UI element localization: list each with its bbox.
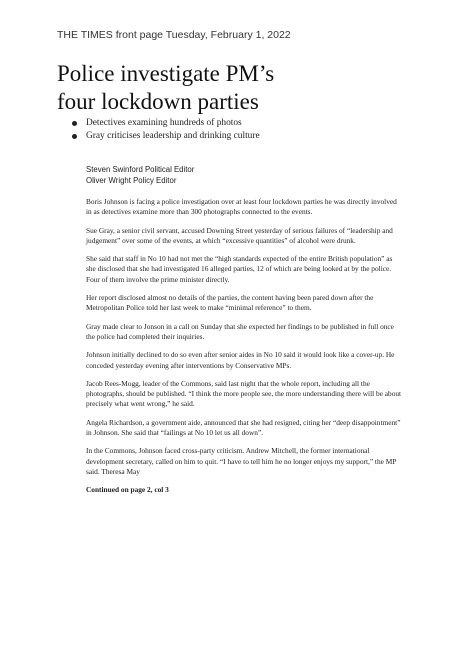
headline-line-1: Police investigate PM’s: [57, 61, 275, 86]
bullet-text: Detectives examining hundreds of photos: [86, 118, 242, 128]
headline: [57, 60, 417, 116]
bullet-text: Gray criticises leadership and drinking culture: [86, 131, 260, 141]
article-body: [86, 197, 404, 504]
body-paragraph: Boris Johnson is facing a police investigation over at least four lockdown parties he was directly involved in as detectives examine more than 300 photographs connected to the events.: [86, 197, 397, 217]
page-header: THE TIMES front page Tuesday, February 1, 2022: [57, 29, 291, 41]
continued-link[interactable]: Continued on page 2, col 3: [86, 485, 169, 495]
body-paragraph: Angela Richardson, a government aide, announced that she had resigned, citing her “deep disappointment” in Johnson. She said that “failings at No 10 let us all down”.: [86, 417, 401, 438]
headline-line-2: four lockdown parties: [57, 89, 259, 114]
summary-bullets: [72, 117, 260, 143]
body-paragraph: Sue Gray, a senior civil servant, accused Downing Street yesterday of serious failures of “leadership and judgement” over some of the events, at which “excessive quantities” of alcohol were drunk.: [86, 225, 393, 245]
bullet-dot-icon: [72, 121, 77, 126]
body-paragraph: Her report disclosed almost no details of the parties, the content having been pared down after the Metropolitan Police told her last week to make “minimal reference” to them.: [86, 293, 374, 313]
body-paragraph: Jacob Rees-Mogg, leader of the Commons, said last night that the whole report, including all the photographs, should be published. “I think the more people see, the more understanding there will be about precisely what went wrong,” he said.: [86, 378, 402, 409]
byline: Oliver Wright Policy Editor: [86, 176, 177, 185]
body-paragraph: Johnson initially declined to do so even after senior aides in No 10 said it would look like a cover-up. He conceded yesterday evening after interventions by Conservative MPs.: [86, 350, 395, 370]
body-paragraph: She said that staff in No 10 had not met the “high standards expected of the entire British population” as she disclosed that she had investigated 16 alleged parties, 12 of which are being looked at by the police. Four of them involve the prime minister directly.: [86, 254, 393, 284]
bylines: [86, 164, 194, 186]
body-paragraph: In the Commons, Johnson faced cross-party criticism. Andrew Mitchell, the former international development secretary, called on him to quit. “I have to tell him he no longer enjoys my support,” the MP said. Theresa May: [86, 446, 397, 476]
bullet-item: [72, 117, 260, 130]
body-paragraph: Gray made clear to Jonson in a call on Sunday that she expected her findings to be published in full once the police had completed their inquiries.: [86, 321, 394, 341]
bullet-item: [72, 130, 260, 143]
byline: Steven Swinford Political Editor: [86, 165, 195, 174]
bullet-dot-icon: [72, 134, 77, 139]
